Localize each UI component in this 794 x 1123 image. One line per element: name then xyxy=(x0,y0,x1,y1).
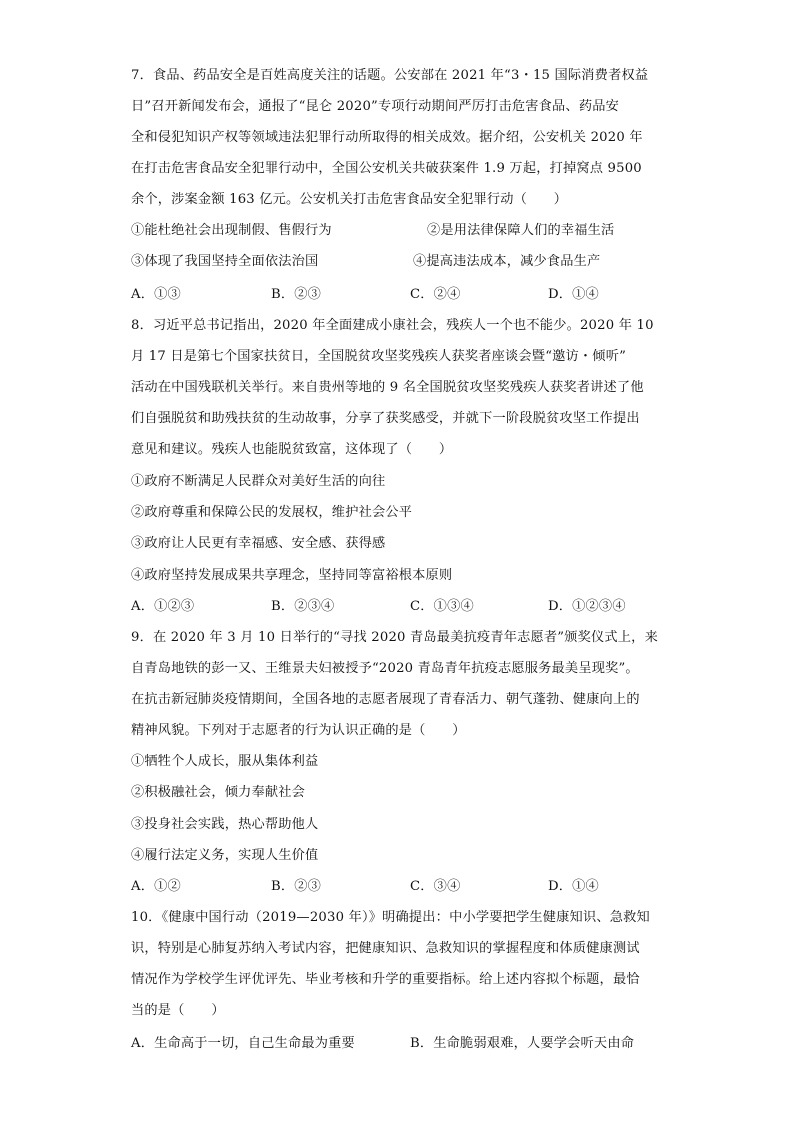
question-9-statement: ③投身社会实践，热心帮助他人 xyxy=(131,817,319,832)
question-8-stem-line: 们自强脱贫和助残扶贫的生动故事，分享了获奖感受，并就下一阶段脱贫攻坚工作提出 xyxy=(131,411,640,426)
question-10-stem-line: 情况作为学校学生评优评先、毕业考核和升学的重要指标。给上述内容拟个标题，最恰 xyxy=(131,972,640,987)
question-9-option-c[interactable]: C．③④ xyxy=(410,879,461,894)
question-10-option-b[interactable]: B．生命脆弱艰难，人要学会听天由命 xyxy=(410,1036,635,1051)
question-7-option-a[interactable]: A．①③ xyxy=(131,287,181,302)
question-9-stem-line: 在抗击新冠肺炎疫情期间，全国各地的志愿者展现了青春活力、朝气蓬勃、健康向上的 xyxy=(131,692,640,707)
question-8-stem-line: 月 17 日是第七个国家扶贫日，全国脱贫攻坚奖残疾人获奖者座谈会暨“邀访・倾听” xyxy=(131,349,627,364)
question-8-option-b[interactable]: B．②③④ xyxy=(271,599,335,614)
question-10-stem-line: 识，特别是心肺复苏纳入考试内容，把健康知识、急救知识的掌握程度和体质健康测试 xyxy=(131,941,640,956)
question-8-statement: ④政府坚持发展成果共享理念，坚持同等富裕根本原则 xyxy=(131,568,453,583)
question-9-option-d[interactable]: D．①④ xyxy=(548,879,599,894)
question-8-option-d[interactable]: D．①②③④ xyxy=(548,599,626,614)
question-7-option-d[interactable]: D．①④ xyxy=(548,287,599,302)
question-10-stem-line: 当的是（ ） xyxy=(131,1003,225,1018)
question-10-stem-line: 10．《健康中国行动（2019—2030 年）》明确提出：中小学要把学生健康知识、急救知 xyxy=(131,910,650,925)
question-7-stem-line: 7．食品、药品安全是百姓高度关注的话题。公安部在 2021 年“3・15 国际消费者权益 xyxy=(131,68,649,83)
question-7-stem-line: 全和侵犯知识产权等领域违法犯罪行动所取得的相关成效。据介绍，公安机关 2020 年 xyxy=(131,130,643,145)
question-7-statement: ②是用法律保障人们的幸福生活 xyxy=(427,223,615,238)
question-8-statement: ③政府让人民更有幸福感、安全感、获得感 xyxy=(131,536,386,551)
question-7-statement: ③体现了我国坚持全面依法治国 xyxy=(131,254,319,269)
question-9-stem-line: 精神风貌。下列对于志愿者的行为认识正确的是（ ） xyxy=(131,723,466,738)
question-8-stem-line: 活动在中国残联机关举行。来自贵州等地的 9 名全国脱贫攻坚奖残疾人获奖者讲述了他 xyxy=(131,380,644,395)
question-8-option-c[interactable]: C．①③④ xyxy=(410,599,474,614)
question-8-statement: ②政府尊重和保障公民的发展权，维护社会公平 xyxy=(131,505,413,520)
question-9-statement: ②积极融社会，倾力奉献社会 xyxy=(131,785,306,800)
question-7-stem-line: 余个，涉案金额 163 亿元。公安机关打击危害食品安全犯罪行动（ ） xyxy=(131,192,568,207)
question-10-option-a[interactable]: A．生命高于一切，自己生命最为重要 xyxy=(131,1036,355,1051)
question-7-stem-line: 在打击危害食品安全犯罪行动中，全国公安机关共破获案件 1.9 万起，打掉窝点 9500 xyxy=(131,161,642,176)
question-8-option-a[interactable]: A．①②③ xyxy=(131,599,195,614)
question-7-option-b[interactable]: B．②③ xyxy=(271,287,322,302)
question-8-stem-line: 意见和建议。残疾人也能脱贫致富，这体现了（ ） xyxy=(131,442,453,457)
question-8-stem-line: 8．习近平总书记指出，2020 年全面建成小康社会，残疾人一个也不能少。2020 年 10 xyxy=(131,318,654,333)
question-9-option-b[interactable]: B．②③ xyxy=(271,879,322,894)
question-9-statement: ①牺牲个人成长，服从集体利益 xyxy=(131,754,319,769)
question-9-statement: ④履行法定义务，实现人生价值 xyxy=(131,848,319,863)
question-7-statement: ①能杜绝社会出现制假、售假行为 xyxy=(131,223,332,238)
question-7-stem-line: 日”召开新闻发布会，通报了“昆仑 2020”专项行动期间严厉打击危害食品、药品安 xyxy=(131,99,619,114)
question-7-option-c[interactable]: C．②④ xyxy=(410,287,461,302)
question-9-stem-line: 自青岛地铁的彭一又、王维景夫妇被授予“2020 青岛青年抗疫志愿服务最美呈现奖”。 xyxy=(131,661,639,676)
question-7-statement: ④提高违法成本，减少食品生产 xyxy=(413,254,601,269)
question-9-option-a[interactable]: A．①② xyxy=(131,879,181,894)
question-8-statement: ①政府不断满足人民群众对美好生活的向往 xyxy=(131,474,386,489)
question-9-stem-line: 9．在 2020 年 3 月 10 日举行的“寻找 2020 青岛最美抗疫青年志愿者”颁奖仪式上，来 xyxy=(131,630,658,645)
